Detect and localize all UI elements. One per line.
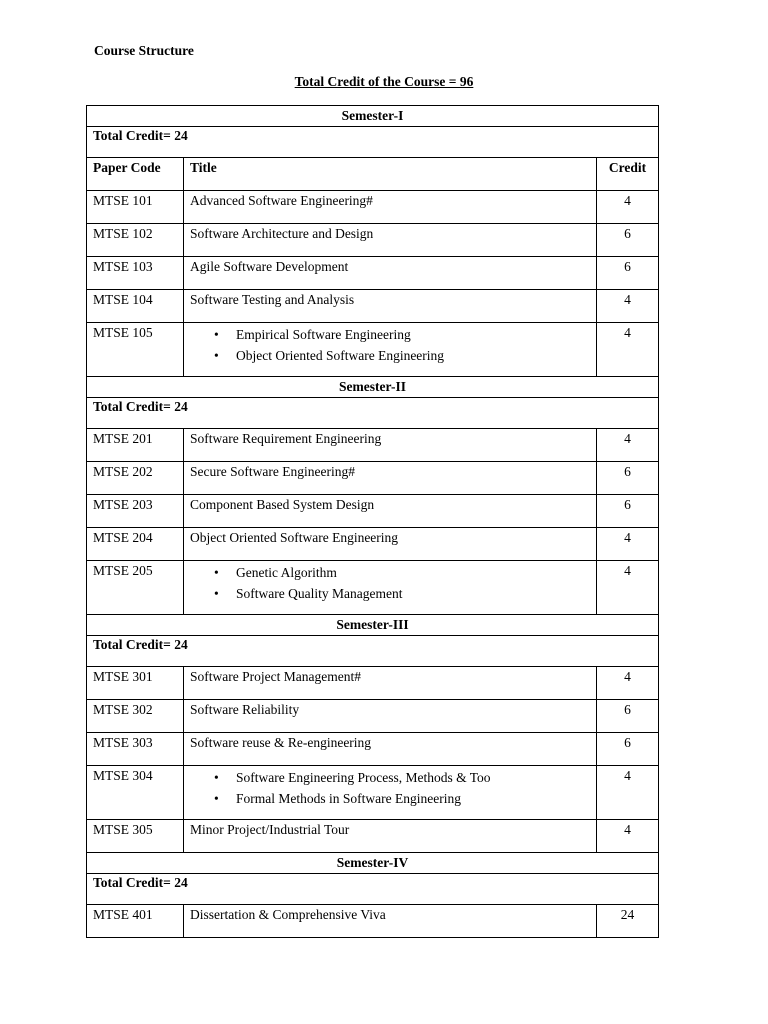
course-row bbox=[87, 323, 659, 377]
credit-cell bbox=[597, 462, 659, 495]
course-row bbox=[87, 733, 659, 766]
course-title: Software Reliability bbox=[190, 702, 300, 717]
course-row bbox=[87, 224, 659, 257]
semester-title: Semester-II bbox=[87, 377, 659, 398]
column-header-credit: Credit bbox=[597, 158, 659, 191]
paper-code: MTSE 205 bbox=[93, 563, 153, 578]
semester-title: Semester-IV bbox=[87, 853, 659, 874]
course-title-cell bbox=[184, 495, 597, 528]
course-row bbox=[87, 700, 659, 733]
course-row bbox=[87, 495, 659, 528]
course-row bbox=[87, 191, 659, 224]
course-title: Agile Software Development bbox=[190, 259, 349, 274]
course-row bbox=[87, 429, 659, 462]
course-title: Software Testing and Analysis bbox=[190, 292, 355, 307]
paper-code: MTSE 103 bbox=[93, 259, 153, 274]
credit-cell bbox=[597, 905, 659, 938]
course-title: Advanced Software Engineering# bbox=[190, 193, 373, 208]
elective-option bbox=[214, 324, 590, 345]
course-row bbox=[87, 561, 659, 615]
course-title-cell bbox=[184, 323, 597, 377]
course-credit: 6 bbox=[624, 226, 631, 241]
course-title: Component Based System Design bbox=[190, 497, 375, 512]
credit-cell bbox=[597, 820, 659, 853]
semester-header-row bbox=[87, 106, 659, 127]
paper-code: MTSE 304 bbox=[93, 768, 153, 783]
course-title-cell bbox=[184, 667, 597, 700]
semester-header-row bbox=[87, 853, 659, 874]
column-header-title: Title bbox=[184, 158, 597, 191]
course-row bbox=[87, 905, 659, 938]
course-credit: 4 bbox=[624, 193, 631, 208]
credit-cell bbox=[597, 323, 659, 377]
column-header-row bbox=[87, 158, 659, 191]
course-credit: 4 bbox=[624, 669, 631, 684]
elective-option bbox=[214, 562, 590, 583]
course-structure-table bbox=[86, 105, 659, 938]
course-title-cell bbox=[184, 290, 597, 323]
course-title-cell bbox=[184, 700, 597, 733]
total-credit-of-course: Total Credit of the Course = 96 bbox=[294, 74, 474, 89]
credit-cell bbox=[597, 528, 659, 561]
course-credit: 4 bbox=[624, 530, 631, 545]
course-title-cell bbox=[184, 528, 597, 561]
paper-code: MTSE 401 bbox=[93, 907, 153, 922]
course-title: Software reuse & Re-engineering bbox=[190, 735, 372, 750]
elective-options-list bbox=[190, 767, 590, 809]
elective-option-title: Object Oriented Software Engineering bbox=[236, 348, 445, 363]
bullet-icon: • bbox=[214, 586, 219, 601]
credit-cell bbox=[597, 191, 659, 224]
course-title-cell bbox=[184, 733, 597, 766]
course-credit: 4 bbox=[624, 768, 631, 783]
course-credit: 6 bbox=[624, 464, 631, 479]
course-title-cell bbox=[184, 820, 597, 853]
paper-code-cell bbox=[87, 766, 184, 820]
paper-code-cell bbox=[87, 290, 184, 323]
semester-header-row bbox=[87, 377, 659, 398]
paper-code-cell bbox=[87, 733, 184, 766]
bullet-icon: • bbox=[214, 565, 219, 580]
paper-code-cell bbox=[87, 462, 184, 495]
semester-header-row bbox=[87, 615, 659, 636]
credit-cell bbox=[597, 290, 659, 323]
credit-cell bbox=[597, 667, 659, 700]
course-title-cell bbox=[184, 257, 597, 290]
paper-code: MTSE 201 bbox=[93, 431, 153, 446]
semester-total-credit-row bbox=[87, 874, 659, 905]
paper-code: MTSE 102 bbox=[93, 226, 153, 241]
course-row bbox=[87, 257, 659, 290]
semester-total-credit: Total Credit= 24 bbox=[87, 874, 659, 905]
elective-options-list bbox=[190, 324, 590, 366]
credit-cell bbox=[597, 224, 659, 257]
paper-code-cell bbox=[87, 700, 184, 733]
elective-option-title: Software Engineering Process, Methods & Too bbox=[236, 770, 491, 785]
credit-cell bbox=[597, 257, 659, 290]
paper-code: MTSE 202 bbox=[93, 464, 153, 479]
paper-code-cell bbox=[87, 429, 184, 462]
course-row bbox=[87, 290, 659, 323]
course-table-body bbox=[87, 106, 659, 938]
course-title-cell bbox=[184, 766, 597, 820]
bullet-icon: • bbox=[214, 770, 219, 785]
course-title-cell bbox=[184, 905, 597, 938]
course-credit: 6 bbox=[624, 259, 631, 274]
column-header-paper-code: Paper Code bbox=[87, 158, 184, 191]
paper-code-cell bbox=[87, 191, 184, 224]
semester-total-credit: Total Credit= 24 bbox=[87, 398, 659, 429]
paper-code-cell bbox=[87, 528, 184, 561]
bullet-icon: • bbox=[214, 791, 219, 806]
course-row bbox=[87, 766, 659, 820]
elective-option-title: Formal Methods in Software Engineering bbox=[236, 791, 461, 806]
semester-total-credit-row bbox=[87, 127, 659, 158]
course-credit: 6 bbox=[624, 497, 631, 512]
course-title-cell bbox=[184, 429, 597, 462]
paper-code-cell bbox=[87, 224, 184, 257]
course-row bbox=[87, 528, 659, 561]
credit-cell bbox=[597, 495, 659, 528]
bullet-icon: • bbox=[214, 327, 219, 342]
credit-cell bbox=[597, 733, 659, 766]
course-row bbox=[87, 667, 659, 700]
course-title-cell bbox=[184, 561, 597, 615]
course-credit: 4 bbox=[624, 822, 631, 837]
course-title: Dissertation & Comprehensive Viva bbox=[190, 907, 386, 922]
credit-cell bbox=[597, 561, 659, 615]
elective-option bbox=[214, 788, 590, 809]
elective-option bbox=[214, 583, 590, 604]
paper-code: MTSE 302 bbox=[93, 702, 153, 717]
paper-code-cell bbox=[87, 667, 184, 700]
paper-code: MTSE 303 bbox=[93, 735, 153, 750]
bullet-icon: • bbox=[214, 348, 219, 363]
credit-cell bbox=[597, 766, 659, 820]
course-title: Secure Software Engineering# bbox=[190, 464, 355, 479]
elective-option-title: Genetic Algorithm bbox=[236, 565, 337, 580]
course-title: Object Oriented Software Engineering bbox=[190, 530, 399, 545]
document-heading: Course Structure bbox=[94, 43, 194, 58]
course-title: Minor Project/Industrial Tour bbox=[190, 822, 350, 837]
paper-code: MTSE 204 bbox=[93, 530, 153, 545]
paper-code-cell bbox=[87, 257, 184, 290]
course-credit: 4 bbox=[624, 325, 631, 340]
course-credit: 6 bbox=[624, 702, 631, 717]
paper-code: MTSE 104 bbox=[93, 292, 153, 307]
paper-code-cell bbox=[87, 561, 184, 615]
semester-title: Semester-III bbox=[87, 615, 659, 636]
paper-code-cell bbox=[87, 820, 184, 853]
semester-total-credit-row bbox=[87, 636, 659, 667]
paper-code: MTSE 101 bbox=[93, 193, 153, 208]
semester-total-credit: Total Credit= 24 bbox=[87, 127, 659, 158]
elective-option-title: Software Quality Management bbox=[236, 586, 403, 601]
elective-option-title: Empirical Software Engineering bbox=[236, 327, 411, 342]
course-credit: 4 bbox=[624, 563, 631, 578]
course-credit: 24 bbox=[620, 907, 635, 922]
course-title-cell bbox=[184, 191, 597, 224]
course-title-cell bbox=[184, 462, 597, 495]
paper-code: MTSE 305 bbox=[93, 822, 153, 837]
course-title: Software Architecture and Design bbox=[190, 226, 374, 241]
paper-code-cell bbox=[87, 905, 184, 938]
paper-code: MTSE 203 bbox=[93, 497, 153, 512]
course-row bbox=[87, 462, 659, 495]
course-title: Software Project Management# bbox=[190, 669, 361, 684]
course-row bbox=[87, 820, 659, 853]
credit-cell bbox=[597, 700, 659, 733]
course-title-cell bbox=[184, 224, 597, 257]
paper-code: MTSE 105 bbox=[93, 325, 153, 340]
course-credit: 4 bbox=[624, 292, 631, 307]
paper-code-cell bbox=[87, 323, 184, 377]
semester-total-credit-row bbox=[87, 398, 659, 429]
course-credit: 4 bbox=[624, 431, 631, 446]
semester-title: Semester-I bbox=[87, 106, 659, 127]
elective-option bbox=[214, 767, 590, 788]
paper-code-cell bbox=[87, 495, 184, 528]
elective-options-list bbox=[190, 562, 590, 604]
course-credit: 6 bbox=[624, 735, 631, 750]
paper-code: MTSE 301 bbox=[93, 669, 153, 684]
credit-cell bbox=[597, 429, 659, 462]
semester-total-credit: Total Credit= 24 bbox=[87, 636, 659, 667]
course-title: Software Requirement Engineering bbox=[190, 431, 382, 446]
elective-option bbox=[214, 345, 590, 366]
